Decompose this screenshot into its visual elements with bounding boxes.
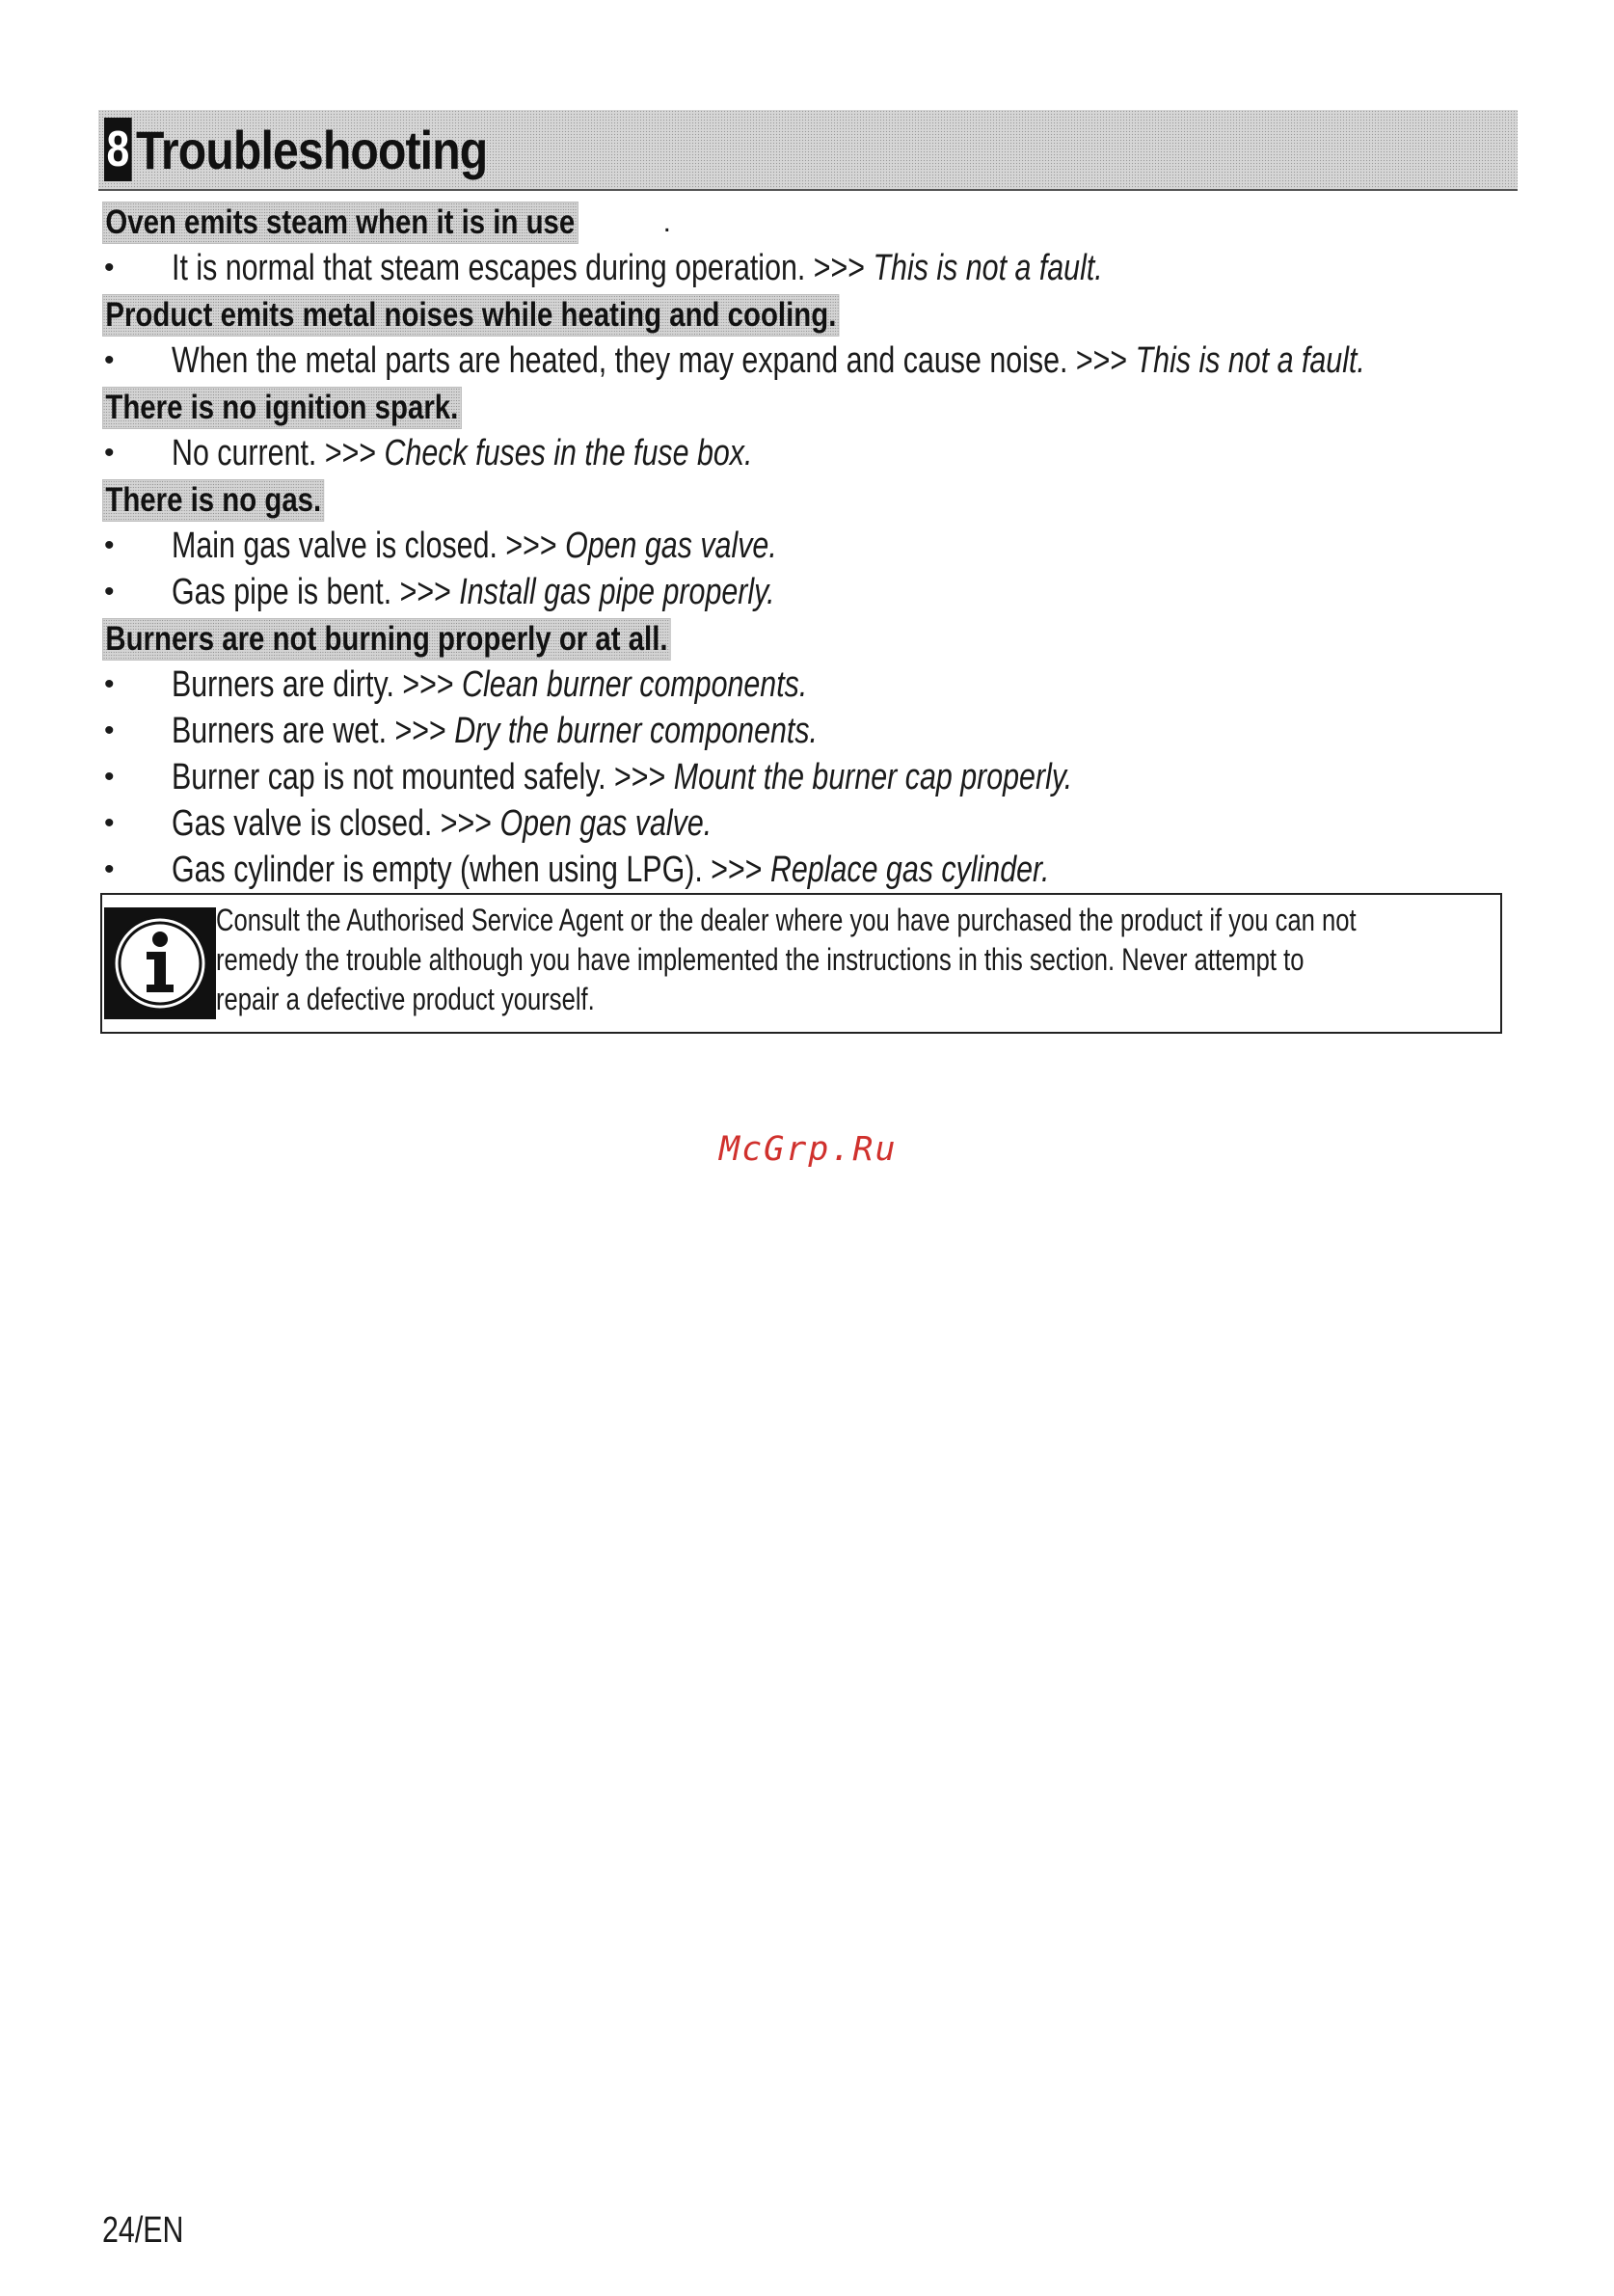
cause-description: Gas pipe is bent. >>> bbox=[172, 572, 460, 612]
remedy-text: Open gas valve. bbox=[499, 803, 713, 844]
cause-description: When the metal parts are heated, they may expand and cause noise. >>> bbox=[172, 340, 1136, 381]
cause-text bbox=[172, 800, 712, 847]
problem-heading-row bbox=[102, 293, 1520, 338]
remedy-text: Clean burner components. bbox=[462, 664, 808, 705]
bullet-icon: • bbox=[104, 437, 115, 469]
cause-item bbox=[102, 662, 1520, 708]
cause-text bbox=[172, 662, 807, 708]
bullet-icon: • bbox=[104, 344, 115, 376]
info-note-line: remedy the trouble although you have implemented the instructions in this section. Never attempt to bbox=[216, 942, 1305, 977]
problem-heading-row bbox=[102, 478, 1520, 523]
bullet-icon: • bbox=[104, 807, 115, 839]
cause-item bbox=[102, 800, 1520, 847]
cause-list bbox=[102, 338, 1520, 384]
problem-heading-row bbox=[102, 617, 1520, 662]
cause-text bbox=[172, 245, 1103, 291]
problem-heading-text: Oven emits steam when it is in use bbox=[105, 203, 576, 241]
cause-description: Burners are wet. >>> bbox=[172, 711, 455, 751]
cause-description: Burners are dirty. >>> bbox=[172, 664, 463, 705]
bullet-icon: • bbox=[104, 576, 115, 608]
problem-heading-row bbox=[102, 201, 1520, 245]
cause-description: No current. >>> bbox=[172, 433, 385, 473]
info-note-line: repair a defective product yourself. bbox=[216, 982, 595, 1016]
remedy-text: Mount the burner cap properly. bbox=[673, 757, 1073, 797]
cause-item bbox=[102, 754, 1520, 800]
remedy-text: Dry the burner components. bbox=[454, 711, 818, 751]
bullet-icon: • bbox=[104, 761, 115, 793]
remedy-text: Open gas valve. bbox=[565, 526, 777, 566]
cause-text bbox=[172, 847, 1049, 893]
remedy-text: Replace gas cylinder. bbox=[769, 850, 1050, 890]
problem-heading bbox=[102, 387, 462, 429]
info-note-text bbox=[216, 901, 1357, 1019]
bullet-icon: • bbox=[104, 529, 115, 561]
bullet-icon: • bbox=[104, 252, 115, 284]
cause-item bbox=[102, 245, 1520, 291]
page-number: 24/EN bbox=[102, 2210, 184, 2251]
cause-description: Gas cylinder is empty (when using LPG). >>> bbox=[172, 850, 770, 890]
cause-list bbox=[102, 662, 1520, 893]
cause-list bbox=[102, 430, 1520, 476]
problem-heading bbox=[102, 479, 325, 522]
problem-heading-suffix: . bbox=[662, 206, 671, 238]
bullet-icon: • bbox=[104, 668, 115, 700]
bullet-icon: • bbox=[104, 715, 115, 746]
problem-heading-text: There is no gas. bbox=[105, 481, 322, 519]
cause-description: Gas valve is closed. >>> bbox=[172, 803, 500, 844]
problem-heading bbox=[102, 294, 840, 337]
section-number: 8 bbox=[104, 118, 132, 181]
section-title: Troubleshooting bbox=[135, 119, 488, 180]
info-note-box bbox=[100, 893, 1502, 1034]
cause-text bbox=[172, 430, 752, 476]
remedy-text: Check fuses in the fuse box. bbox=[384, 433, 753, 473]
cause-text bbox=[172, 569, 775, 615]
problem-heading-row bbox=[102, 386, 1520, 430]
cause-item bbox=[102, 430, 1520, 476]
problem-heading bbox=[102, 618, 671, 661]
cause-description: Main gas valve is closed. >>> bbox=[172, 526, 566, 566]
problem-heading-text: Burners are not burning properly or at all. bbox=[105, 620, 668, 658]
cause-list bbox=[102, 245, 1520, 291]
info-note-line: Consult the Authorised Service Agent or the dealer where you have purchased the product if you can not bbox=[216, 903, 1357, 937]
cause-item bbox=[102, 708, 1520, 754]
cause-description: Burner cap is not mounted safely. >>> bbox=[172, 757, 674, 797]
problem-heading-text: There is no ignition spark. bbox=[105, 389, 459, 426]
cause-description: It is normal that steam escapes during operation. >>> bbox=[172, 248, 874, 288]
info-icon bbox=[104, 907, 216, 1019]
cause-item bbox=[102, 338, 1520, 384]
section-header bbox=[98, 110, 1518, 191]
cause-list bbox=[102, 523, 1520, 615]
cause-item bbox=[102, 847, 1520, 893]
cause-text bbox=[172, 523, 777, 569]
cause-item bbox=[102, 523, 1520, 569]
cause-item bbox=[102, 569, 1520, 615]
remedy-text: This is not a fault. bbox=[873, 248, 1103, 288]
remedy-text: This is not a fault. bbox=[1135, 340, 1365, 381]
troubleshooting-list bbox=[102, 199, 1520, 893]
cause-text bbox=[172, 754, 1072, 800]
problem-heading bbox=[102, 202, 578, 244]
problem-heading-text: Product emits metal noises while heating and cooling. bbox=[105, 296, 837, 334]
remedy-text: Install gas pipe properly. bbox=[459, 572, 775, 612]
cause-text bbox=[172, 708, 818, 754]
watermark: McGrp.Ru bbox=[719, 1130, 898, 1169]
bullet-icon: • bbox=[104, 853, 115, 885]
cause-text bbox=[172, 338, 1365, 384]
